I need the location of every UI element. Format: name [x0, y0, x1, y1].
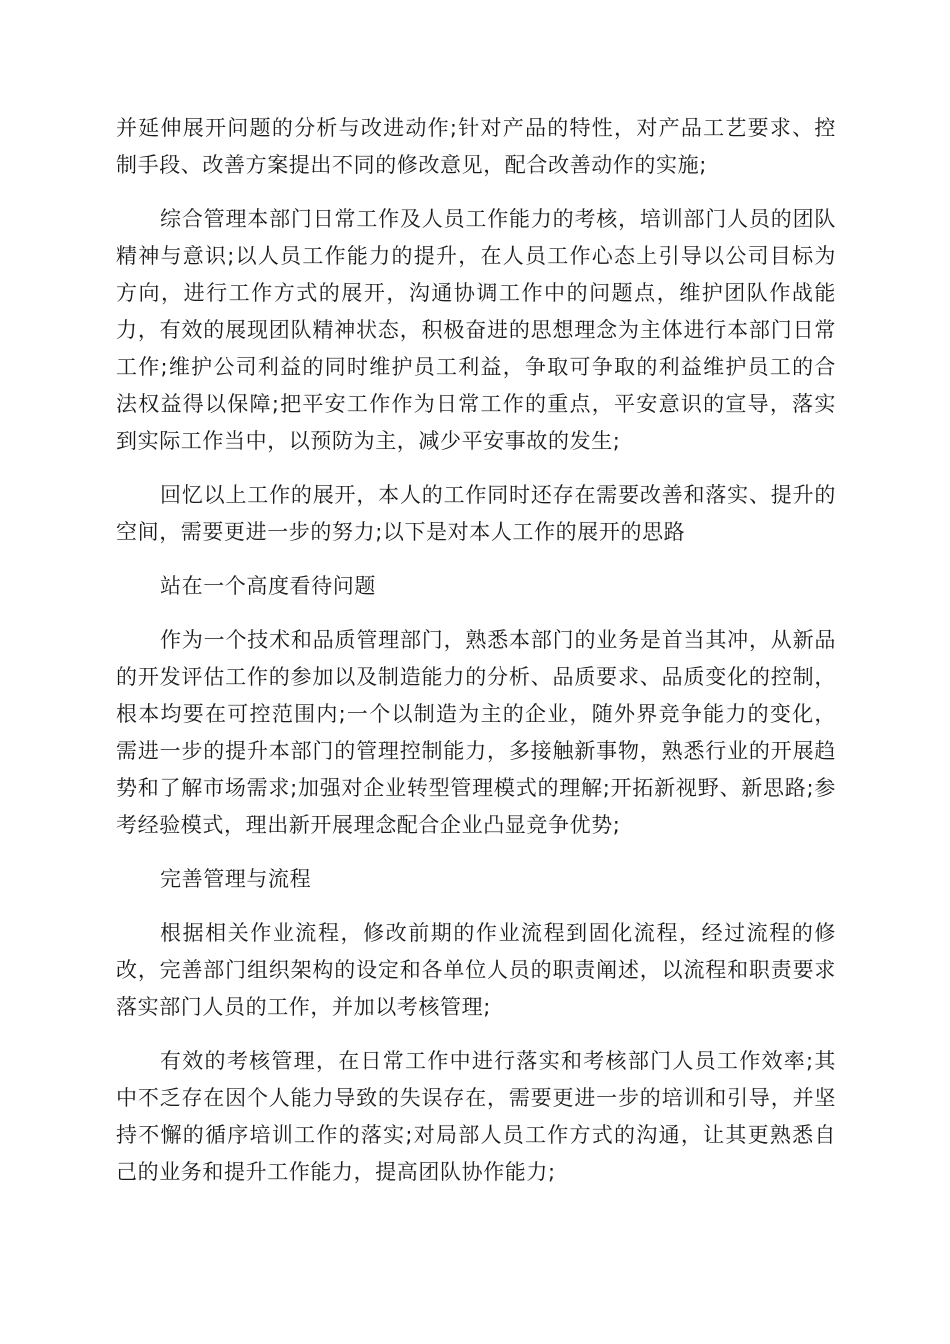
paragraph-management: 综合管理本部门日常工作及人员工作能力的考核，培训部门人员的团队精神与意识;以人员工作能力的提升，在人员工作心态上引导以公司目标为方向，进行工作方式的展开，沟通协调工作中的问题点，维护团队作战能力，有效的展现团队精神状态，积极奋进的思想理念为主体进行本部门日常工作;维护公司利益的同时维护员工利益，争取可争取的利益维护员工的合法权益得以保障;把平安工作作为日常工作的重点，平安意识的宣导，落实到实际工作当中，以预防为主，减少平安事故的发生; [116, 207, 836, 453]
paragraph-perspective: 作为一个技术和品质管理部门，熟悉本部门的业务是首当其冲，从新品的开发评估工作的参加以及制造能力的分析、品质要求、品质变化的控制，根本均要在可控范围内;一个以制造为主的企业，随外界竞争能力的变化，需进一步的提升本部门的管理控制能力，多接触新事物，熟悉行业的开展趋势和了解市场需求;加强对企业转型管理模式的理解;开拓新视野、新思路;参考经验模式，理出新开展理念配合企业凸显竞争优势; [116, 628, 836, 837]
section-heading-perspective: 站在一个高度看待问题 [160, 574, 376, 598]
paragraph-assessment: 有效的考核管理，在日常工作中进行落实和考核部门人员工作效率;其中不乏存在因个人能力导致的失误存在，需要更进一步的培训和引导，并坚持不懈的循序培训工作的落实;对局部人员工作方式的沟通，让其更熟悉自己的业务和提升工作能力，提高团队协作能力; [116, 1049, 836, 1184]
document-body [116, 110, 836, 1208]
paragraph-review: 回忆以上工作的展开，本人的工作同时还存在需要改善和落实、提升的空间，需要更进一步的努力;以下是对本人工作的展开的思路 [116, 483, 836, 544]
paragraph-process: 根据相关作业流程，修改前期的作业流程到固化流程，经过流程的修改，完善部门组织架构的设定和各单位人员的职责阐述，以流程和职责要求落实部门人员的工作，并加以考核管理; [116, 921, 836, 1019]
paragraph-continuation: 并延伸展开问题的分析与改进动作;针对产品的特性，对产品工艺要求、控制手段、改善方案提出不同的修改意见，配合改善动作的实施; [116, 116, 836, 177]
section-heading-process: 完善管理与流程 [160, 867, 312, 891]
